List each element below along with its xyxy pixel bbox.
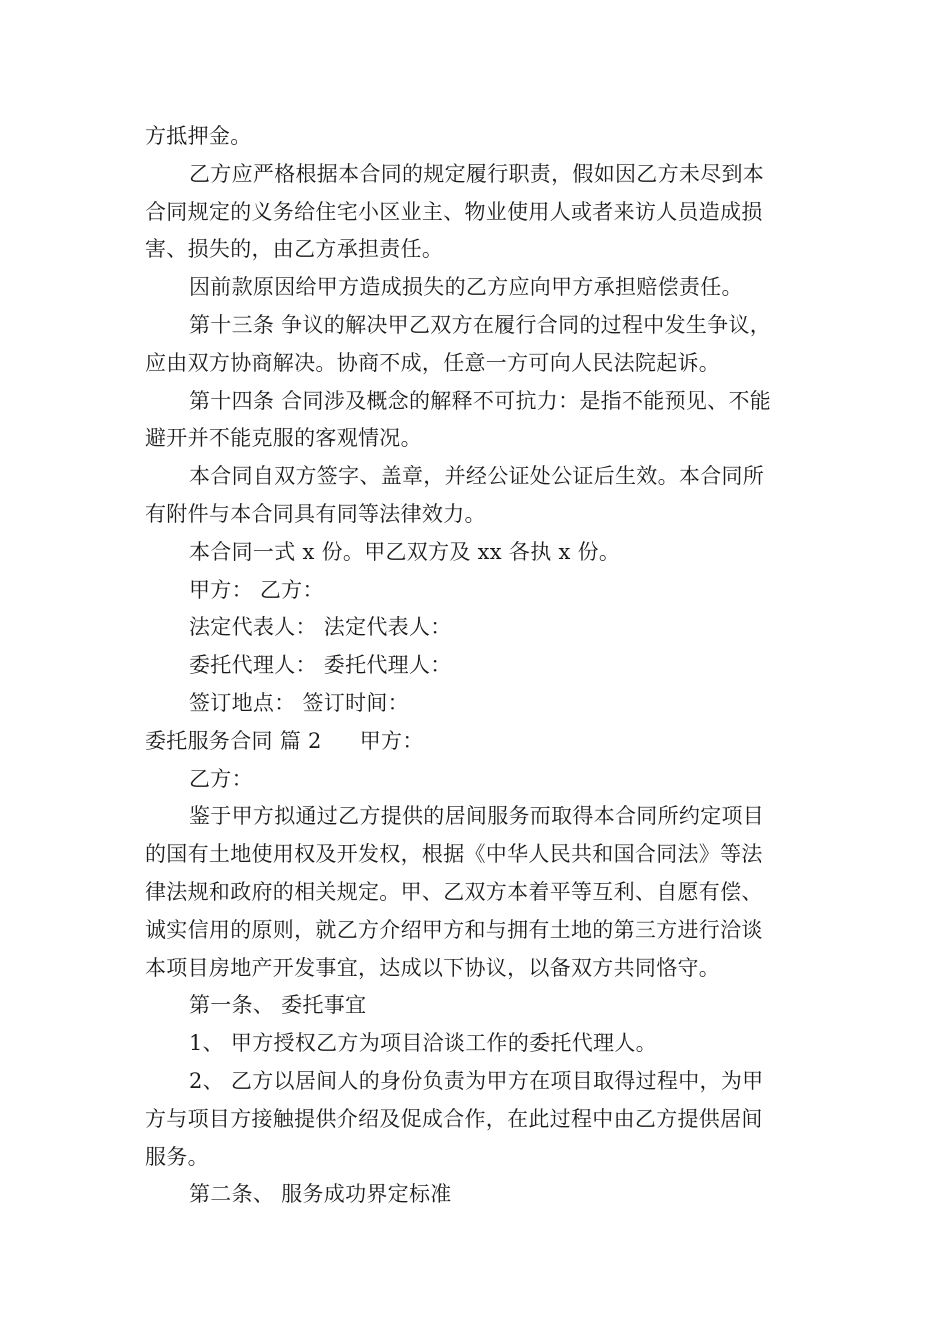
text-line: 鉴于甲方拟通过乙方提供的居间服务而取得本合同所约定项目 (189, 804, 765, 829)
text-line: 2、 乙方以居间人的身份负责为甲方在项目取得过程中，为甲 (189, 1068, 764, 1093)
text-line: 第十三条 争议的解决甲乙双方在履行合同的过程中发生争议， (189, 312, 772, 337)
text-line: 避开并不能克服的客观情况。 (145, 426, 422, 451)
section-heading-row (145, 723, 809, 761)
signature-agents: 委托代理人： 委托代理人： (189, 653, 452, 678)
section-title: 委托服务合同 篇 2 (145, 728, 322, 753)
text-line: 应由双方协商解决。协商不成，任意一方可向人民法院起诉。 (145, 350, 721, 375)
text-line: 乙方应严格根据本合同的规定履行职责，假如因乙方未尽到本 (189, 161, 765, 186)
text-line: 有附件与本合同具有同等法律效力。 (145, 501, 486, 526)
text-line: 的国有土地使用权及开发权，根据《中华人民共和国合同法》等法 (145, 842, 763, 867)
text-line: 诚实信用的原则，就乙方介绍甲方和与拥有土地的第三方进行洽谈 (145, 917, 763, 942)
signature-place-time: 签订地点： 签订时间： (189, 690, 409, 715)
text-line: 第十四条 合同涉及概念的解释不可抗力：是指不能预见、不能 (189, 388, 772, 413)
signature-parties: 甲方： 乙方： (189, 577, 324, 602)
text-line: 本项目房地产开发事宜，达成以下协议，以备双方共同恪守。 (145, 955, 721, 980)
text-line: 害、损失的，由乙方承担责任。 (145, 237, 444, 262)
text-line: 因前款原因给甲方造成损失的乙方应向甲方承担赔偿责任。 (189, 275, 743, 300)
signature-representatives: 法定代表人： 法定代表人： (189, 615, 452, 640)
text-line: 1、 甲方授权乙方为项目洽谈工作的委托代理人。 (189, 1031, 657, 1056)
document-page (145, 118, 809, 1214)
party-b-label: 乙方： (189, 766, 253, 791)
text-line: 本合同一式 x 份。甲乙双方及 xx 各执 x 份。 (189, 539, 621, 564)
text-line: 合同规定的义务给住宅小区业主、物业使用人或者来访人员造成损 (145, 199, 763, 224)
article-heading: 第一条、 委托事宜 (189, 993, 367, 1018)
text-line: 方抵押金。 (145, 124, 252, 148)
article-heading: 第二条、 服务成功界定标准 (189, 1182, 452, 1207)
text-line: 服务。 (145, 1144, 209, 1169)
party-a-label: 甲方： (359, 728, 424, 753)
text-line: 本合同自双方签字、盖章，并经公证处公证后生效。本合同所 (189, 464, 765, 489)
text-line: 律法规和政府的相关规定。甲、乙双方本着平等互利、自愿有偿、 (145, 879, 763, 904)
text-line: 方与项目方接触提供介绍及促成合作，在此过程中由乙方提供居间 (145, 1106, 763, 1131)
